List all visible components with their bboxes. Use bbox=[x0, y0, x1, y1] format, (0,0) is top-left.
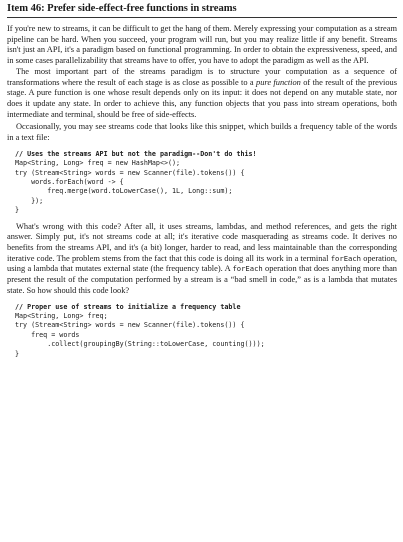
paragraph-whats-wrong-part-a: What's wrong with this code? After all, it uses streams, lambdas, and method references, and gets the right answer. Simply put, it's not streams code at all; it's iterative code masquerading as streams code. It derives no benefits from the streams API, and it's (a bit) longer, harder to read, and less maintainable than the corresponding iterative code. The problem stems from the fact that this code is doing all its work in a terminal bbox=[7, 221, 397, 263]
pure-function-emphasis: pure function bbox=[256, 77, 301, 87]
code-line: }); bbox=[15, 196, 44, 205]
paragraph-intro: If you're new to streams, it can be difficult to get the hang of them. Merely expressing your computation as a stream pipeline can be hard. When you succeed, your program will run, but you may realize little if any benefit. Streams isn't just an API, it's a paradigm based on functional programming. In order to obtain the expressiveness, speed, and in some cases parallelizability that streams have to offer, you have to adopt the paradigm as well as the API. bbox=[7, 24, 397, 66]
code-line: .collect(groupingBy(String::toLowerCase, counting())); bbox=[15, 340, 265, 349]
code-line: words.forEach(word -> { bbox=[15, 177, 124, 186]
inline-code-foreach: forEach bbox=[232, 264, 263, 274]
code-line: freq = words bbox=[15, 330, 80, 339]
code-block-bad-example bbox=[15, 150, 397, 216]
code-line: try (Stream<String> words = new Scanner(file).tokens()) { bbox=[15, 168, 245, 177]
code-line: } bbox=[15, 349, 20, 358]
title-rule bbox=[7, 17, 397, 18]
code-line: freq.merge(word.toLowerCase(), 1L, Long::sum); bbox=[15, 187, 233, 196]
paragraph-paradigm-part-b: of the result of the previous stage. A pure function is one whose result depends only on its input: it does not depend on any mutable state, nor does it update any state. In order to achieve this, any function objects that you pass into stream operations, both intermediate and terminal, should be free of side-effects. bbox=[7, 77, 397, 119]
code-line: // Proper use of streams to initialize a frequency table bbox=[15, 302, 241, 311]
item-title: Item 46: Prefer side-effect-free functions in streams bbox=[7, 3, 237, 14]
paragraph-whats-wrong-part-c: operation that does anything more than present the result of the computation performed by a stream is a “bad smell in code,” as is a lambda that mutates state. So how should this code look? bbox=[7, 264, 397, 295]
code-block-proper-example bbox=[15, 303, 397, 359]
code-line: try (Stream<String> words = new Scanner(file).tokens()) { bbox=[15, 321, 245, 330]
paragraph-paradigm-part-a: The most important part of the streams paradigm is to structure your computation as a sequence of transformations where the result of each stage is as close as possible to a bbox=[7, 66, 397, 87]
paragraph-whats-wrong-part-b: operation, using a lambda that mutates external state (the frequency table). A bbox=[7, 253, 397, 274]
inline-code-foreach: forEach bbox=[330, 253, 362, 263]
code-line: // Uses the streams API but not the paradigm--Don't do this! bbox=[15, 149, 257, 158]
paragraph-whats-wrong bbox=[7, 222, 397, 297]
code-line: Map<String, Long> freq; bbox=[15, 311, 108, 320]
code-line: Map<String, Long> freq = new HashMap<>(); bbox=[15, 159, 181, 168]
code-line: } bbox=[15, 206, 20, 215]
paragraph-snippet-intro: Occasionally, you may see streams code that looks like this snippet, which builds a frequency table of the words in a text file: bbox=[7, 122, 397, 143]
paragraph-paradigm bbox=[7, 67, 397, 121]
